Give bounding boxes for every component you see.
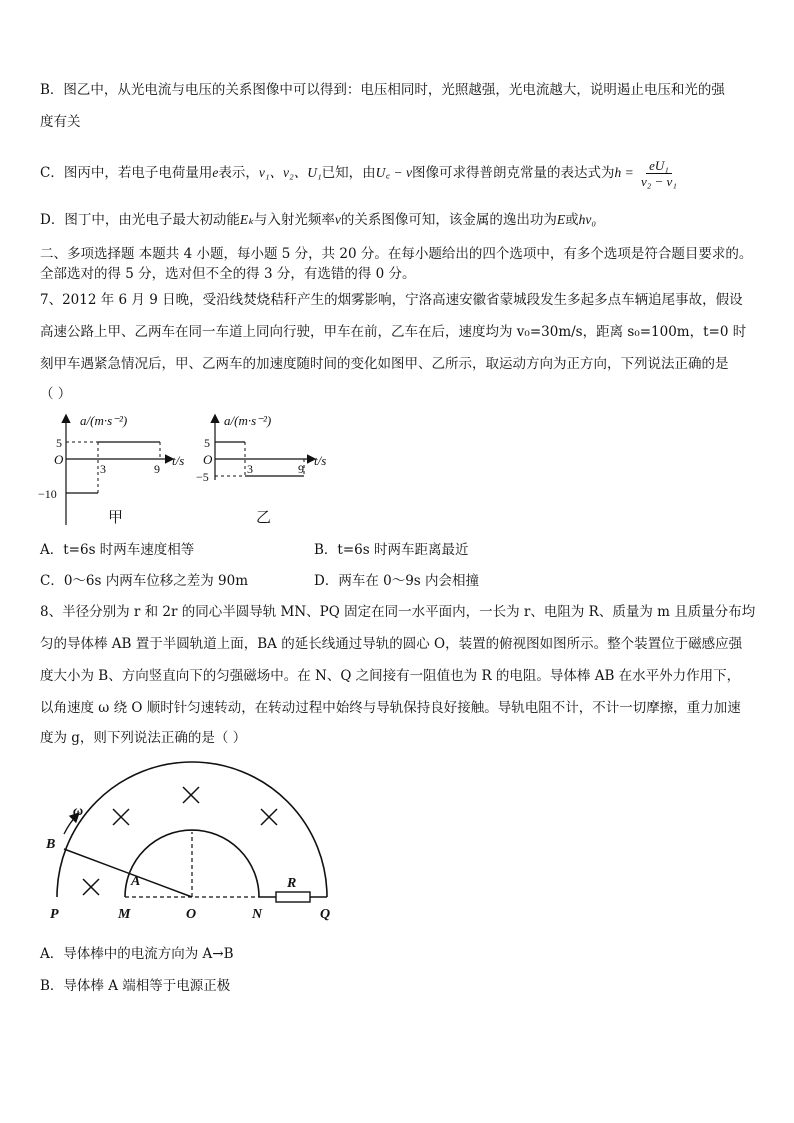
- q7-stem-line2: 高速公路上甲、乙两车在同一车道上同向行驶，甲车在前，乙车在后，速度均为 v₀=30m/s，距离 s₀=100m，t=0 时: [40, 324, 747, 340]
- q6-c-text4: 图像可求得普朗克常量的表达式为: [411, 165, 615, 181]
- resistor-symbol: [276, 892, 310, 902]
- q6-c-h: h =: [614, 165, 634, 180]
- q6-d-text3: 的关系图像可知，该金属的逸出功为: [340, 212, 557, 228]
- label-p: P: [50, 907, 59, 922]
- fraction-numerator: eU₁: [646, 158, 672, 174]
- q6-d-text2: 与入射光频率: [253, 212, 335, 228]
- q6-option-b-line1: B．图乙中，从光电流与电压的关系图像中可以得到：电压相同时，光照越强，光电流越大，说明遏止电压和光的强: [40, 82, 725, 98]
- q8-rail-diagram: [30, 752, 350, 932]
- jia-origin: O: [54, 452, 64, 467]
- label-o: O: [186, 907, 197, 922]
- magnetic-field-marks: [83, 787, 277, 895]
- yi-ylabel: a/(m·s⁻²): [224, 413, 272, 428]
- q6-c-e: e: [212, 165, 219, 180]
- q7-stem-line4: （ ）: [40, 386, 72, 402]
- q6-c-text3: 已知，由: [321, 165, 376, 181]
- q6-option-c: [40, 158, 680, 189]
- q7-graph-jia: [30, 410, 210, 535]
- q6-d-text: D．图丁中，由光电子最大初动能: [40, 212, 240, 228]
- jia-xtick-3: 3: [100, 462, 106, 476]
- yi-caption: 乙: [256, 510, 272, 526]
- yi-origin: O: [203, 452, 213, 467]
- label-m: M: [118, 907, 131, 922]
- q7-stem-line1: 7、2012 年 6 月 9 日晚，受沿线焚烧秸秆产生的烟雾影响，宁洛高速安徽省蒙城段发生多起多点车辆追尾事故，假设: [40, 292, 743, 308]
- q6-c-vars: ν₁、ν₂、U₁: [258, 165, 322, 180]
- q6-option-b-line2: 度有关: [40, 114, 81, 130]
- q8-option-b: B．导体棒 A 端相等于电源正极: [40, 978, 231, 994]
- fraction-denominator: ν₂ − ν₁: [641, 174, 677, 189]
- q8-stem-line1: 8、半径分别为 r 和 2r 的同心半圆导轨 MN、PQ 固定在同一水平面内，一长为 r、电阻为 R、质量为 m 且质量分布均: [40, 604, 756, 620]
- yi-ytick-neg5: −5: [196, 470, 209, 484]
- label-a: A: [131, 874, 141, 889]
- q7-option-c: C．0～6s 内两车位移之差为 90m: [40, 573, 248, 589]
- q7-stem-line3: 刻甲车遇紧急情况后，甲、乙两车的加速度随时间的变化如图甲、乙所示，取运动方向为正方向，下列说法正确的是: [40, 356, 729, 372]
- q7-option-a: A．t=6s 时两车速度相等: [40, 542, 195, 558]
- jia-xlabel: t/s: [172, 453, 185, 468]
- q6-d-hv0: hν₀: [578, 212, 597, 227]
- label-q: Q: [320, 907, 331, 922]
- jia-caption: 甲: [108, 510, 124, 526]
- q7-option-b: B．t=6s 时两车距离最近: [314, 542, 469, 558]
- yi-xlabel: t/s: [314, 453, 327, 468]
- jia-xtick-9: 9: [154, 462, 160, 476]
- q6-d-nu: ν: [334, 212, 341, 227]
- jia-ylabel: a/(m·s⁻²): [80, 413, 128, 428]
- q8-stem-line5: 度为 g，则下列说法正确的是（ ）: [40, 730, 247, 746]
- section2-header-line1: 二、多项选择题 本题共 4 小题，每小题 5 分，共 20 分。在每小题给出的四个选项中，有多个选项是符合题目要求的。: [40, 246, 753, 262]
- label-n: N: [252, 907, 263, 922]
- q8-option-a: A．导体棒中的电流方向为 A→B: [40, 946, 234, 962]
- q7-option-d: D．两车在 0～9s 内会相撞: [314, 573, 480, 589]
- yi-xtick-3: 3: [247, 462, 253, 476]
- section2-header-line2: 全部选对的得 5 分，选对但不全的得 3 分，有选错的得 0 分。: [40, 266, 416, 282]
- q8-stem-line2: 匀的导体棒 AB 置于半圆轨道上面，BA 的延长线通过导轨的圆心 O，装置的俯视图如图所示。整个装置位于磁感应强: [40, 636, 743, 652]
- q6-c-text: C．图丙中，若电子电荷量用: [40, 165, 213, 181]
- label-b: B: [46, 837, 56, 852]
- q6-d-ek: Eₖ: [239, 212, 254, 227]
- jia-ytick-neg10: −10: [38, 487, 57, 501]
- q6-c-graph: U꜀ − ν: [375, 165, 412, 180]
- q6-d-e: E: [556, 212, 566, 227]
- yi-xtick-9: 9: [298, 462, 304, 476]
- q6-c-text2: 表示，: [218, 165, 259, 181]
- jia-ytick-5: 5: [56, 436, 62, 450]
- label-omega: ω: [73, 804, 84, 819]
- q6-option-d: [40, 210, 596, 230]
- yi-ytick-5: 5: [204, 436, 210, 450]
- q8-stem-line3: 度大小为 B、方向竖直向下的匀强磁场中。在 N、Q 之间接有一阻值也为 R 的电阻。导体棒 AB 在水平外力作用下，: [40, 668, 741, 684]
- q8-stem-line4: 以角速度 ω 绕 O 顺时针匀速转动，在转动过程中始终与导轨保持良好接触。导轨电阻不计，不计一切摩擦，重力加速: [40, 700, 741, 716]
- q6-c-fraction: [638, 158, 680, 189]
- q7-graph-yi: [190, 410, 350, 535]
- label-r: R: [287, 876, 297, 891]
- q6-d-or: 或: [565, 212, 579, 228]
